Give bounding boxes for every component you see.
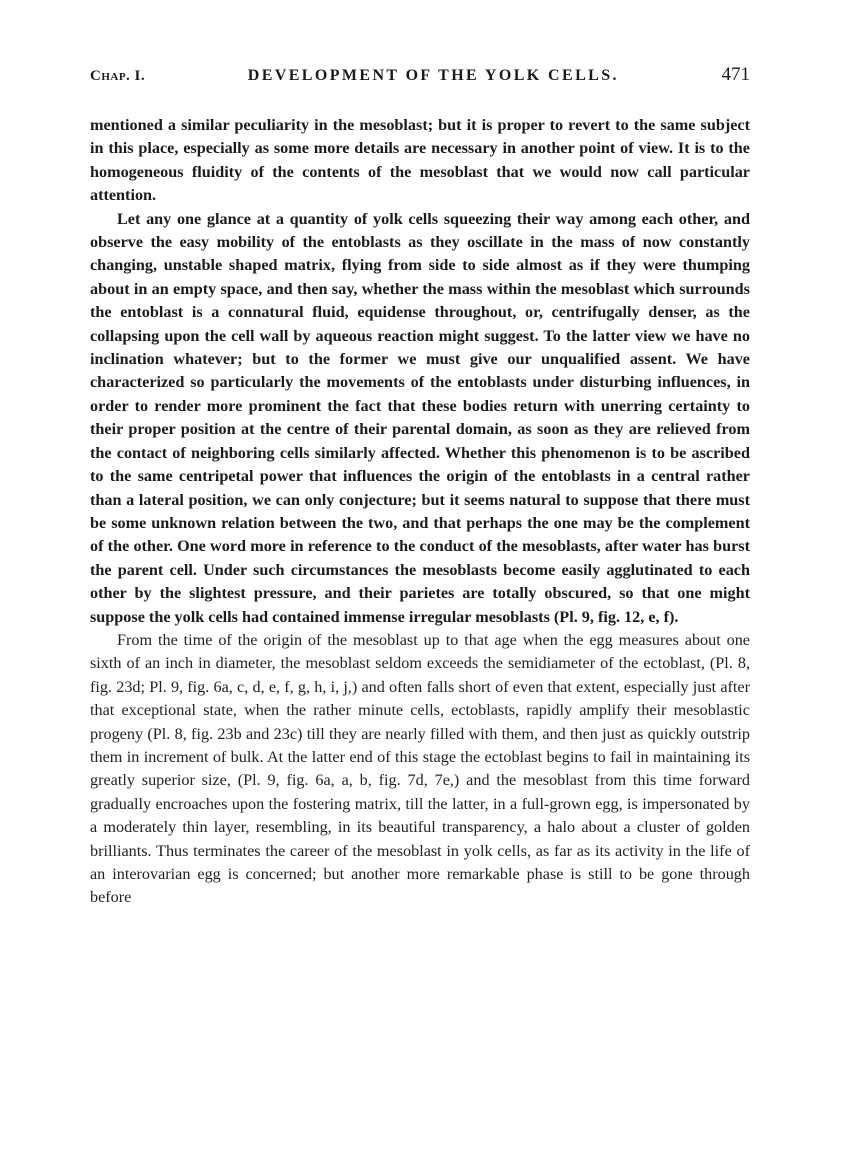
running-title: DEVELOPMENT OF THE YOLK CELLS. [247,67,619,84]
paragraph-yolk-cells: Let any one glance at a quantity of yolk cells squeezing their way among each other, and observe the easy mobility of the entoblasts as they oscillate in the mass of now constantly changing, unstable shaped matrix, flying from side to side almost as if they were thumping about in an empty space, and then say, whether the mass within the mesoblast which surrounds the entoblast is a connatural fluid, equidense throughout, or, centrifugally denser, as the collapsing upon the cell wall by aqueous reaction might suggest. To the latter view we have no inclination whatever; but to the former we must give our unqualified assent. We have characterized so particularly the movements of the entoblasts under disturbing influences, in order to render more prominent the fact that these bodies return with unerring certainty to their proper position at the centre of their parental domain, as soon as they are relieved from the contact of neighboring cells similarly affected. Whether this phenomenon is to be ascribed to the same centripetal power that influences the origin of the entoblasts in a central rather than a lateral position, we can only conjecture; but it seems natural to suppose that there must be some unknown relation between the two, and that perhaps the one may be the complement of the other. One word more in reference to the conduct of the mesoblasts, after water has burst the parent cell. Under such circumstances the mesoblasts become easily agglutinated to each other by the slightest pressure, and their parietes are totally obscured, so that one might suppose the yolk cells had contained immense irregular mesoblasts (Pl. 9, fig. 12, e, f). [90,209,750,626]
paragraph-continued: mentioned a similar peculiarity in the mesoblast; but it is proper to revert to the same subject in this place, especially as some more details are necessary in another point of view. It is to the homogeneous fluidity of the contents of the mesoblast that we would now call particular attention. [90,116,750,205]
page-number: 471 [721,64,750,85]
paragraph-mesoblast-growth: From the time of the origin of the mesoblast up to that age when the egg measures about one sixth of an inch in diameter, the mesoblast seldom exceeds the semidiameter of the ectoblast, (Pl. 8, fig. 23d; Pl. 9, fig. 6a, c, d, e, f, g, h, i, j,) and often falls short of even that extent, especially just after that exceptional state, when the rather minute cells, ectoblasts, rapidly amplify their mesoblastic progeny (Pl. 8, fig. 23b and 23c) till they are nearly filled with them, and then just as quickly outstrip them in increment of bulk. At the latter end of this stage the ectoblast begins to fail in maintaining its greatly superior size, (Pl. 9, fig. 6a, a, b, fig. 7d, 7e,) and the mesoblast from this time forward gradually encroaches upon the fostering matrix, till the latter, in a full-grown egg, is impersonated by a moderately thin layer, resembling, in its beautiful transparency, a halo about a cluster of golden brilliants. Thus terminates the career of the mesoblast in yolk cells, as far as its activity in the life of an interovarian egg is concerned; but another more remarkable phase is still to be gone through before [90,630,750,907]
book-page [90,64,750,910]
chapter-label: Chap. I. [90,68,146,84]
running-head [90,64,750,92]
body-text [90,114,750,910]
